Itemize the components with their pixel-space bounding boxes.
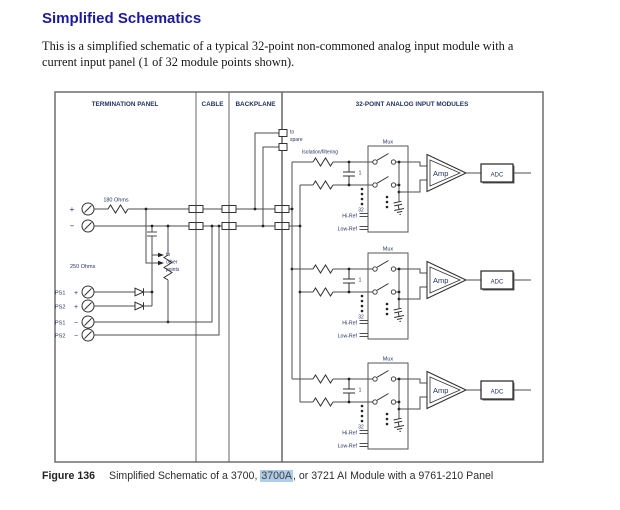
svg-text:points: points <box>166 267 180 273</box>
hi-ref-label: Hi-Ref <box>342 320 357 327</box>
svg-text:other: other <box>166 259 178 266</box>
page-title: Simplified Schematics <box>42 10 202 27</box>
analog-input-module <box>292 357 531 450</box>
channel-1-label: 1 <box>358 277 362 284</box>
resistor-250-label: 250 Ohms <box>70 264 96 270</box>
svg-text:−: − <box>73 333 79 340</box>
plus-terminal-label: + <box>69 205 75 214</box>
svg-text:PS1: PS1 <box>55 320 66 327</box>
power-supply-terminals <box>82 286 94 341</box>
header-termination-panel: TERMINATION PANEL <box>91 101 159 108</box>
body-line-1: This is a simplified schematic of a typical 32-point non-commoned analog input module with a <box>42 39 514 53</box>
figure-caption-text: Simplified Schematic of a 3700, 3700A, or 3721 AI Module with a 9761-210 Panel <box>109 470 494 482</box>
mux-ground <box>393 201 405 215</box>
channel-1-label: 1 <box>358 387 362 394</box>
resistor-180-label: 180 Ohms <box>103 197 129 204</box>
mux-label: Mux <box>382 246 394 253</box>
channel-32-label: 32 <box>358 207 364 214</box>
svg-text:PS2: PS2 <box>55 304 66 311</box>
mux-ground <box>393 308 405 322</box>
amp-label: Amp <box>433 385 449 395</box>
low-ref-label: Low-Ref <box>337 333 357 340</box>
figure-number: Figure 136 <box>42 470 95 482</box>
svg-text:PS2: PS2 <box>55 333 66 340</box>
spare-label <box>290 130 303 144</box>
schematic-frame <box>55 92 543 462</box>
shunt-resistor-250 <box>164 225 172 324</box>
svg-text:to: to <box>290 129 295 136</box>
channel-32-label: 32 <box>358 424 364 431</box>
svg-text:to: to <box>166 252 171 258</box>
svg-text:spare: spare <box>290 137 303 143</box>
svg-text:+: + <box>73 290 79 297</box>
minus-terminal-label: − <box>69 221 75 231</box>
input-terminals <box>82 203 94 232</box>
power-supply-wiring <box>94 225 220 335</box>
section-headers <box>92 101 470 108</box>
low-ref-label: Low-Ref <box>337 443 357 450</box>
mux-label: Mux <box>382 139 394 146</box>
power-supply-labels <box>55 290 78 340</box>
adc-label: ADC <box>490 279 504 286</box>
header-cable: CABLE <box>201 101 224 108</box>
header-backplane: BACKPLANE <box>235 101 276 108</box>
svg-text:−: − <box>73 320 79 327</box>
svg-text:PS1: PS1 <box>55 290 66 297</box>
amp-label: Amp <box>433 275 449 285</box>
isolation-filtering-label: Isolation/filtering <box>301 149 339 156</box>
analog-input-module <box>292 247 531 340</box>
adc-label: ADC <box>490 389 504 396</box>
body-line-2: current input panel (1 of 32 module points shown). <box>42 55 295 69</box>
module-feed-buses <box>291 162 302 402</box>
mux-ground <box>393 418 405 432</box>
search-highlight: 3700A <box>261 470 292 482</box>
svg-text:+: + <box>73 304 79 311</box>
other-points-taps <box>145 208 164 306</box>
low-ref-label: Low-Ref <box>337 226 357 233</box>
hi-ref-label: Hi-Ref <box>342 213 357 220</box>
adc-label: ADC <box>490 172 504 179</box>
amp-label: Amp <box>433 168 449 178</box>
mux-label: Mux <box>382 356 394 363</box>
channel-32-label: 32 <box>358 314 364 321</box>
figure-caption <box>42 470 493 482</box>
hi-ref-label: Hi-Ref <box>342 430 357 437</box>
channel-1-label: 1 <box>358 170 362 177</box>
header-modules: 32-POINT ANALOG INPUT MODULES <box>355 101 469 108</box>
